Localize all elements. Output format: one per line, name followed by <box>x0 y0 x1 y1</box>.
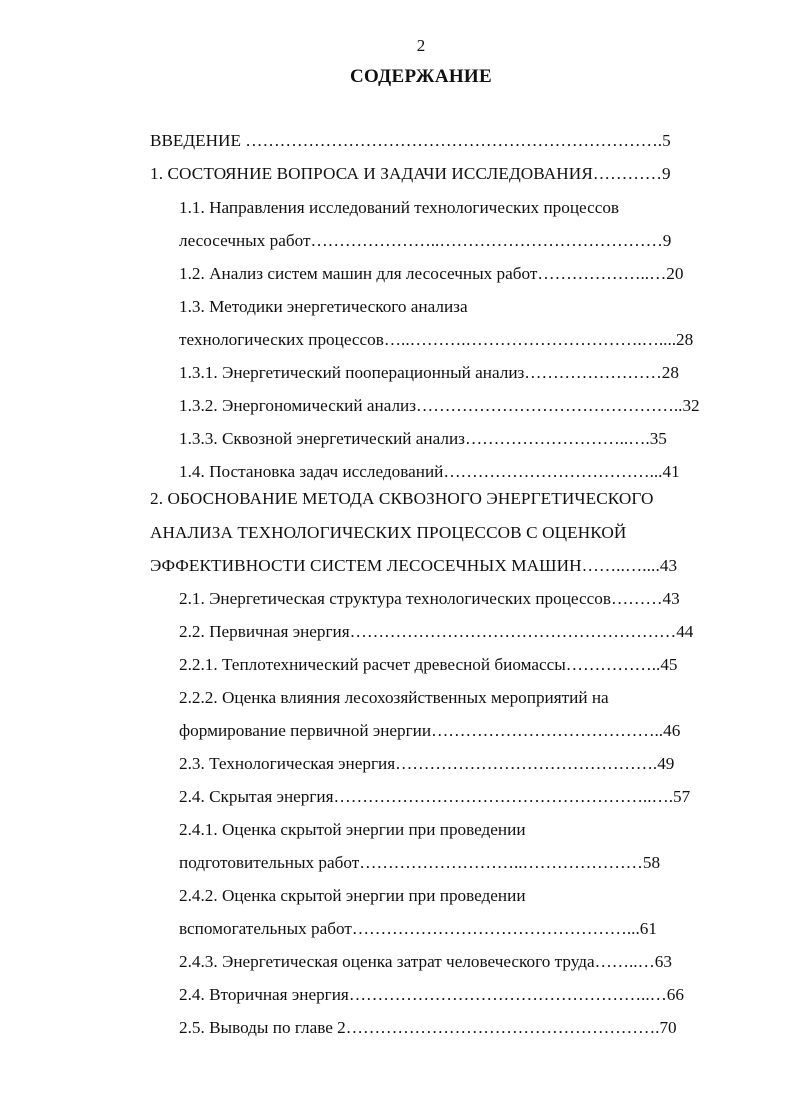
toc-entry-1-4[interactable]: 1.4. Постановка задач исследований………………………………...41 <box>179 462 680 481</box>
toc-entry-1-1-line-2[interactable]: лесосечных работ…………………..…………………………………9 <box>179 231 672 250</box>
toc-entry-2-4-3[interactable]: 2.4.3. Энергетическая оценка затрат человеческого труда……..…63 <box>179 952 672 971</box>
toc-entry-2-4-secondary[interactable]: 2.4. Вторичная энергия……………………………………………..…66 <box>179 985 684 1004</box>
toc-entry-1-3-line-2[interactable]: технологических процессов…..……….………………………….…....28 <box>179 330 694 349</box>
toc-entry-2-2-2-line-1[interactable]: 2.2.2. Оценка влияния лесохозяйственных мероприятий на <box>179 688 609 707</box>
toc-entry-chapter-2-line-3[interactable]: ЭФФЕКТИВНОСТИ СИСТЕМ ЛЕСОСЕЧНЫХ МАШИН……..…....43 <box>150 556 678 575</box>
toc-entry-chapter-2-line-1[interactable]: 2. ОБОСНОВАНИЕ МЕТОДА СКВОЗНОГО ЭНЕРГЕТИЧЕСКОГО <box>150 489 654 508</box>
toc-entry-chapter-1[interactable]: 1. СОСТОЯНИЕ ВОПРОСА И ЗАДАЧИ ИССЛЕДОВАНИЯ…………9 <box>150 164 671 183</box>
toc-entry-chapter-2-line-2[interactable]: АНАЛИЗА ТЕХНОЛОГИЧЕСКИХ ПРОЦЕССОВ С ОЦЕНКОЙ <box>150 523 627 542</box>
toc-entry-2-4-1-line-2[interactable]: подготовительных работ………………………..…………………58 <box>179 853 661 872</box>
toc-entry-1-3-1[interactable]: 1.3.1. Энергетический пооперационный анализ……………………28 <box>179 363 679 382</box>
toc-entry-2-4-1-line-1[interactable]: 2.4.1. Оценка скрытой энергии при проведении <box>179 820 526 839</box>
toc-entry-2-1[interactable]: 2.1. Энергетическая структура технологических процессов………43 <box>179 589 680 608</box>
toc-entry-2-4[interactable]: 2.4. Скрытая энергия………………………………………………..….57 <box>179 787 691 806</box>
toc-entry-1-3-2[interactable]: 1.3.2. Энергономический анализ………………………………………..32 <box>179 396 700 415</box>
toc-entry-introduction[interactable]: ВВЕДЕНИЕ ……………………………………………………………….5 <box>150 131 671 150</box>
toc-entry-2-3[interactable]: 2.3. Технологическая энергия……………………………………….49 <box>179 754 675 773</box>
toc-entry-2-2-2-line-2[interactable]: формирование первичной энергии…………………………………..46 <box>179 721 681 740</box>
toc-entry-2-4-2-line-2[interactable]: вспомогательных работ…………………………………………...61 <box>179 919 657 938</box>
toc-entry-1-3-3[interactable]: 1.3.3. Сквозной энергетический анализ………………………..….35 <box>179 429 667 448</box>
toc-entry-2-2[interactable]: 2.2. Первичная энергия…………………………………………………44 <box>179 622 694 641</box>
toc-entry-1-1-line-1[interactable]: 1.1. Направления исследований технологических процессов <box>179 198 620 217</box>
toc-entry-2-5[interactable]: 2.5. Выводы по главе 2……………………………………………….70 <box>179 1018 677 1037</box>
toc-entry-1-2[interactable]: 1.2. Анализ систем машин для лесосечных работ………………..…20 <box>179 264 684 283</box>
toc-entry-1-3-line-1[interactable]: 1.3. Методики энергетического анализа <box>179 297 468 316</box>
page-number: 2 <box>416 36 426 55</box>
page-title: СОДЕРЖАНИЕ <box>350 66 492 87</box>
toc-entry-2-4-2-line-1[interactable]: 2.4.2. Оценка скрытой энергии при проведении <box>179 886 526 905</box>
toc-entry-2-2-1[interactable]: 2.2.1. Теплотехнический расчет древесной биомассы……………..45 <box>179 655 678 674</box>
